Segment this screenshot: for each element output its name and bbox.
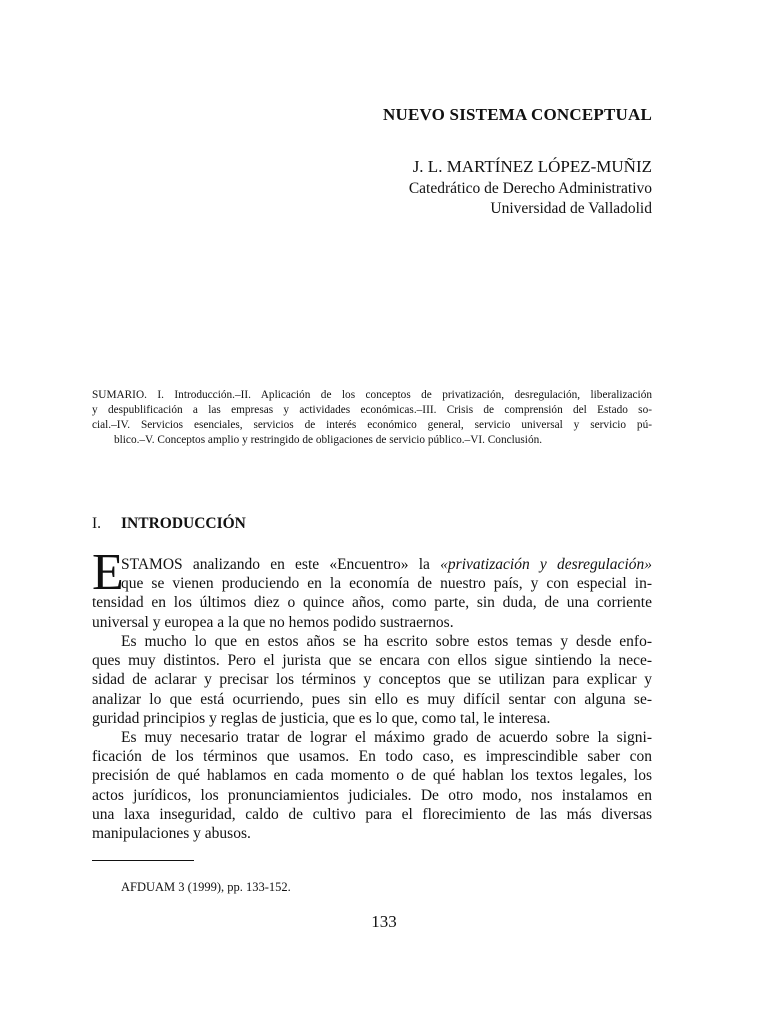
summary-block bbox=[92, 388, 652, 448]
paragraph-line-text: STAMOS analizando en este «Encuentro» la bbox=[121, 556, 441, 573]
paragraph-line: una laxa inseguridad, caldo de cultivo para el florecimiento de las más diversas bbox=[92, 805, 652, 823]
summary-line: SUMARIO. I. Introducción.–II. Aplicación de los conceptos de privatización, desregulación, liberalización bbox=[92, 389, 652, 401]
paragraph-line: universal y europea a la que no hemos podido sustraernos. bbox=[92, 613, 454, 631]
paragraph-line: manipulaciones y abusos. bbox=[92, 825, 251, 843]
section-number: I. bbox=[92, 515, 102, 532]
paragraph-line: tensidad en los últimos diez o quince años, como parte, sin duda, de una corriente bbox=[92, 594, 652, 612]
paragraph-intro bbox=[92, 555, 652, 632]
footnote-rule bbox=[92, 860, 194, 861]
paragraph-third bbox=[92, 728, 652, 843]
paragraph-line: sidad de aclarar y precisar los términos y conceptos que se utilizan para explicar y bbox=[92, 671, 652, 689]
summary-line: cial.–IV. Servicios esenciales, servicios de interés económico general, servicio universal y servicio pú- bbox=[92, 419, 652, 431]
drop-cap: E bbox=[92, 544, 124, 601]
author-institution: Universidad de Valladolid bbox=[490, 200, 652, 217]
page-number: 133 bbox=[371, 912, 397, 931]
paragraph-line: Es muy necesario tratar de lograr el máximo grado de acuerdo sobre la signi- bbox=[121, 729, 652, 746]
section-heading bbox=[92, 515, 246, 533]
author-position: Catedrático de Derecho Administrativo bbox=[408, 180, 652, 197]
paragraph-line: ques muy distintos. Pero el jurista que se encara con ellos sigue sintiendo la nece- bbox=[92, 652, 652, 670]
footnote: AFDUAM 3 (1999), pp. 133-152. bbox=[121, 880, 291, 894]
paragraph-line: precisión de qué hablamos en cada momento o de qué hablan los textos legales, los bbox=[92, 767, 652, 785]
paragraph-line: ficación de los términos que usamos. En todo caso, es imprescindible saber con bbox=[92, 748, 652, 766]
section-title: INTRODUCCIÓN bbox=[121, 515, 246, 532]
paragraph-line: Es mucho lo que en estos años se ha escrito sobre estos temas y desde enfo- bbox=[121, 633, 652, 650]
page-title: NUEVO SISTEMA CONCEPTUAL bbox=[383, 105, 652, 124]
summary-line: blico.–V. Conceptos amplio y restringido de obligaciones de servicio público.–VI. Conclusión. bbox=[114, 434, 543, 446]
summary-line: y despublificación a las empresas y actividades económicas.–III. Crisis de comprensión del Estado so- bbox=[92, 404, 652, 416]
paragraph-second bbox=[92, 632, 652, 728]
paragraph-line: guridad principios y reglas de justicia, que es lo que, como tal, le interesa. bbox=[92, 709, 551, 727]
paragraph-line bbox=[92, 555, 652, 574]
author-name: J. L. MARTÍNEZ LÓPEZ-MUÑIZ bbox=[412, 157, 652, 176]
paragraph-line: que se vienen produciendo en la economía de nuestro país, y con especial in- bbox=[121, 575, 652, 593]
italic-phrase: «privatización y desregulación» bbox=[440, 556, 652, 573]
paragraph-line: analizar lo que está ocurriendo, pues sin ello es muy difícil sentar con alguna se- bbox=[92, 690, 652, 708]
paragraph-line: actos jurídicos, los pronunciamientos judiciales. De otro modo, nos instalamos en bbox=[92, 786, 652, 804]
